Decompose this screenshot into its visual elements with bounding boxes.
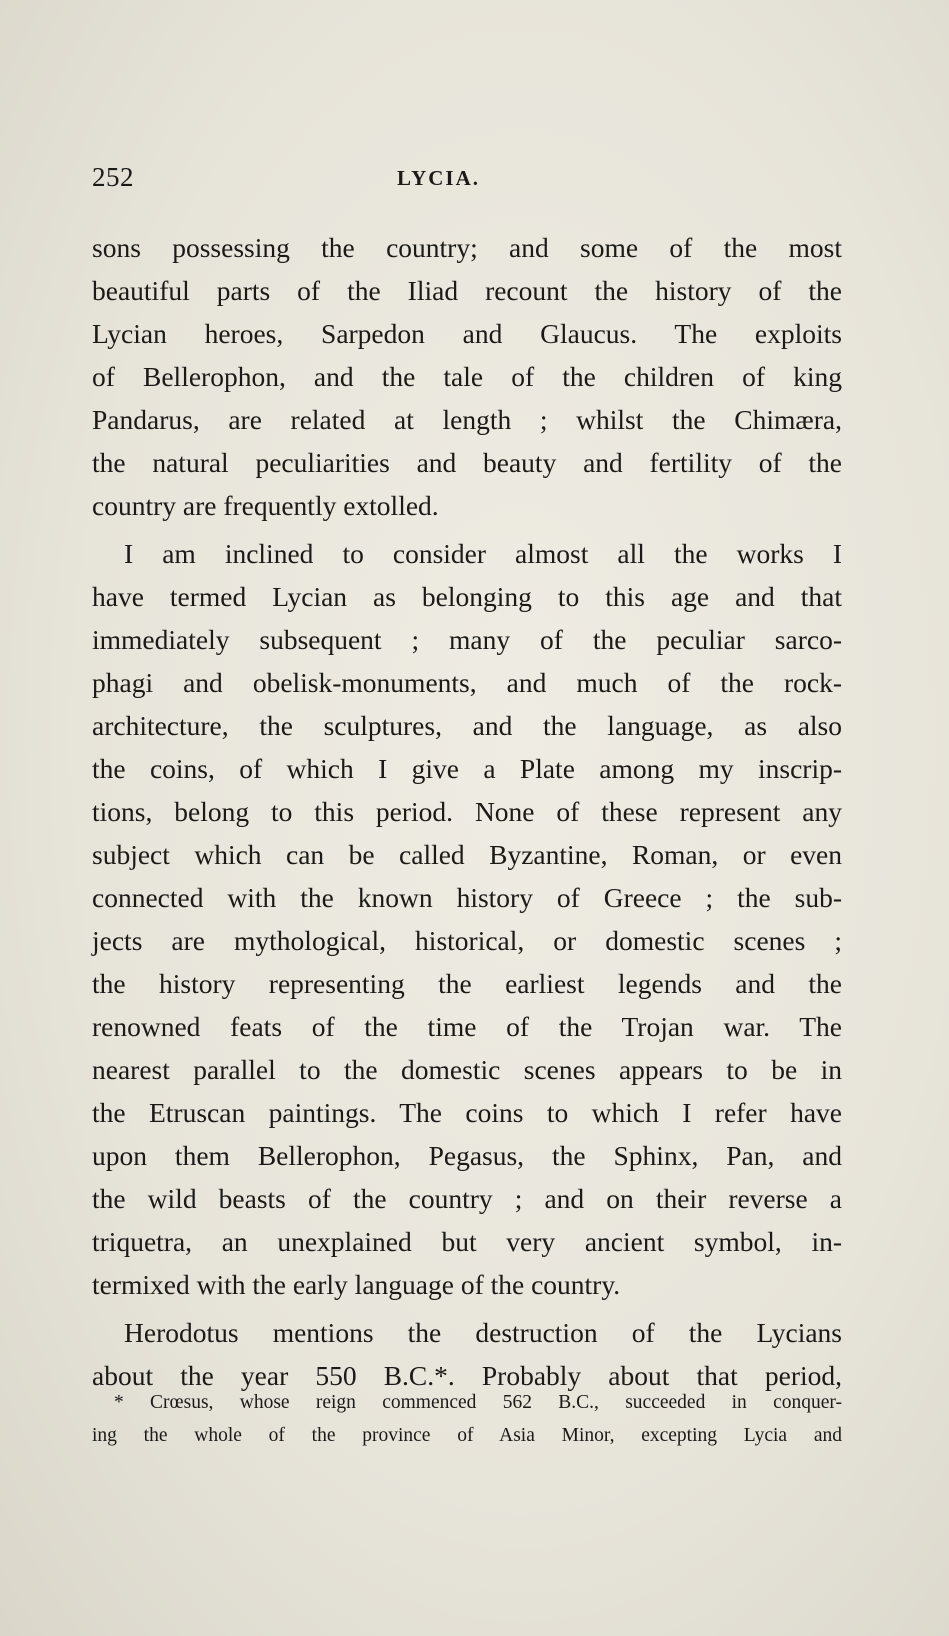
text-line: upon them Bellerophon, Pegasus, the Sphinx, Pan, and xyxy=(92,1140,842,1171)
paragraph-3 xyxy=(92,1311,842,1397)
text-line: beautiful parts of the Iliad recount the history of the xyxy=(92,275,842,306)
text-line: Lycian heroes, Sarpedon and Glaucus. The exploits xyxy=(92,318,842,349)
paragraph-1 xyxy=(92,226,842,527)
text-line: the history representing the earliest legends and the xyxy=(92,968,842,999)
text-line: Pandarus, are related at length ; whilst the Chimæra, xyxy=(92,404,842,435)
text-line: of Bellerophon, and the tale of the children of king xyxy=(92,361,842,392)
text-line: the coins, of which I give a Plate among my inscrip- xyxy=(92,753,842,784)
footnote-line: * Crœsus, whose reign commenced 562 B.C., succeeded in conquer- xyxy=(114,1392,842,1413)
text-line: phagi and obelisk-monuments, and much of the rock- xyxy=(92,667,842,698)
text-line: Herodotus mentions the destruction of the Lycians xyxy=(124,1317,842,1348)
running-head: LYCIA. xyxy=(397,166,480,190)
text-line: termixed with the early language of the country. xyxy=(92,1269,621,1300)
text-line: immediately subsequent ; many of the peculiar sarco- xyxy=(92,624,842,655)
footnote-line: ing the whole of the province of Asia Minor, excepting Lycia and xyxy=(92,1425,842,1446)
paragraph-2 xyxy=(92,532,842,1306)
text-line: jects are mythological, historical, or domestic scenes ; xyxy=(92,925,842,956)
text-line: architecture, the sculptures, and the language, as also xyxy=(92,710,842,741)
text-line: I am inclined to consider almost all the works I xyxy=(124,538,842,569)
text-line: triquetra, an unexplained but very ancient symbol, in- xyxy=(92,1226,842,1257)
footnote xyxy=(92,1386,842,1452)
page-header xyxy=(92,162,842,206)
text-line: about the year 550 B.C.*. Probably about that period, xyxy=(92,1360,842,1391)
text-line: connected with the known history of Greece ; the sub- xyxy=(92,882,842,913)
text-line: renowned feats of the time of the Trojan war. The xyxy=(92,1011,842,1042)
text-line: nearest parallel to the domestic scenes appears to be in xyxy=(92,1054,842,1085)
body-text xyxy=(92,226,842,1397)
text-line: tions, belong to this period. None of these represent any xyxy=(92,796,842,827)
text-line: subject which can be called Byzantine, Roman, or even xyxy=(92,839,842,870)
text-line: the wild beasts of the country ; and on their reverse a xyxy=(92,1183,842,1214)
text-line: sons possessing the country; and some of the most xyxy=(92,232,842,263)
text-line: the natural peculiarities and beauty and fertility of the xyxy=(92,447,842,478)
text-line: the Etruscan paintings. The coins to which I refer have xyxy=(92,1097,842,1128)
page-number: 252 xyxy=(92,162,134,192)
text-line: have termed Lycian as belonging to this age and that xyxy=(92,581,842,612)
text-line: country are frequently extolled. xyxy=(92,490,439,521)
